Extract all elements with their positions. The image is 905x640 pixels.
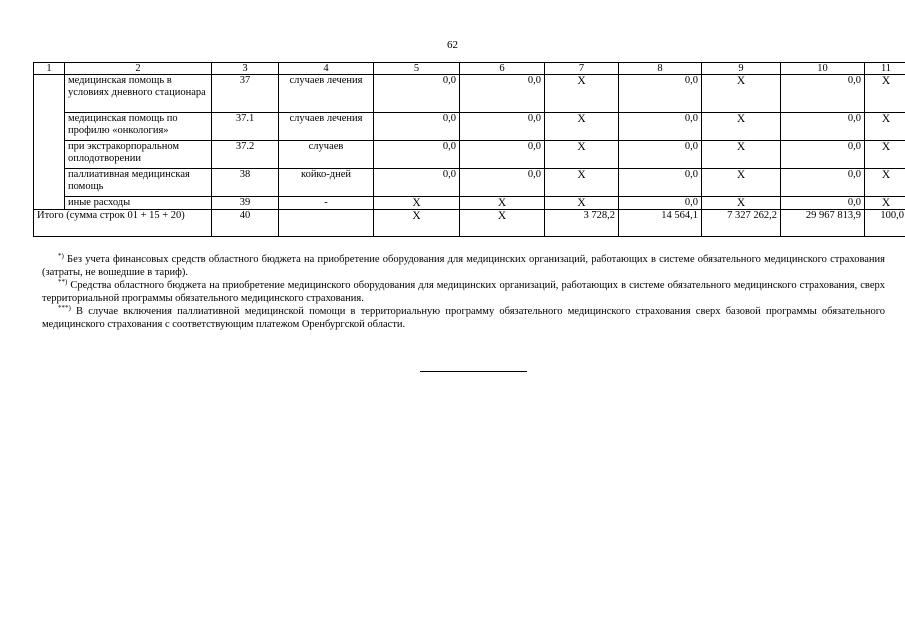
total-unit: [279, 210, 374, 237]
cell-col8: 0,0: [619, 169, 702, 197]
cell-col10: 0,0: [781, 75, 865, 113]
row-unit: случаев лечения: [279, 75, 374, 113]
page-number: 62: [447, 39, 458, 51]
cell-col9: X: [702, 141, 781, 169]
total-col9: 7 327 262,2: [702, 210, 781, 237]
footnotes: [42, 253, 885, 331]
cell-col10: 0,0: [781, 197, 865, 210]
footnote-mark: *): [58, 252, 64, 260]
row-unit: случаев: [279, 141, 374, 169]
cell-col11: X: [865, 141, 905, 169]
footnote-mark: ***): [58, 304, 71, 312]
row-code: 38: [212, 169, 279, 197]
cell-col9: X: [702, 197, 781, 210]
cell-col9: X: [702, 169, 781, 197]
expense-table: [33, 62, 905, 237]
cell-col5: X: [374, 197, 460, 210]
cell-col5: 0,0: [374, 75, 460, 113]
cell-col8: 0,0: [619, 197, 702, 210]
row-code: 39: [212, 197, 279, 210]
row-code: 37.1: [212, 113, 279, 141]
row-name: паллиативная медицинская помощь: [65, 169, 212, 197]
cell-col8: 0,0: [619, 113, 702, 141]
table-row: [34, 75, 905, 113]
cell-col11: X: [865, 75, 905, 113]
footnote-text: Средства областного бюджета на приобретение медицинского оборудования для медицинских организаций, работающих в системе обязательного медицинского страхования, сверх территориальной программы обязательного медицинского страхования.: [42, 280, 885, 304]
table-header-row: [34, 63, 905, 75]
footnote-text: Без учета финансовых средств областного бюджета на приобретение оборудования для медицинских организаций, работающих в системе обязательного медицинского страхования (затраты, не вошедшие в тариф).: [42, 254, 886, 278]
table-row: [34, 141, 905, 169]
cell-col9: X: [702, 75, 781, 113]
total-col8: 14 564,1: [619, 210, 702, 237]
cell-col11: X: [865, 169, 905, 197]
column-header: 7: [545, 63, 619, 75]
column-header: 4: [279, 63, 374, 75]
footnote: [42, 253, 885, 279]
table-row: [34, 113, 905, 141]
cell-col6: X: [460, 197, 545, 210]
row-name: медицинская помощь по профилю «онкология»: [65, 113, 212, 141]
footnote-text: В случае включения паллиативной медицинской помощи в территориальную программу обязательного медицинского страхования сверх базовой программы обязательного медицинского страхования с соответствующим платежом Оренбургской области.: [42, 306, 886, 330]
column-header: 6: [460, 63, 545, 75]
cell-col6: 0,0: [460, 141, 545, 169]
footnote: [42, 279, 885, 305]
cell-col10: 0,0: [781, 113, 865, 141]
total-col11: 100,0: [865, 210, 905, 237]
cell-col6: 0,0: [460, 75, 545, 113]
cell-col11: X: [865, 113, 905, 141]
cell-col7: X: [545, 113, 619, 141]
cell-col11: X: [865, 197, 905, 210]
table-row: [34, 197, 905, 210]
row-name: иные расходы: [65, 197, 212, 210]
total-col10: 29 967 813,9: [781, 210, 865, 237]
cell-col6: 0,0: [460, 169, 545, 197]
cell-col10: 0,0: [781, 141, 865, 169]
cell-col6: 0,0: [460, 113, 545, 141]
footnote-mark: **): [58, 278, 68, 286]
table-row: [34, 169, 905, 197]
cell-col8: 0,0: [619, 141, 702, 169]
total-code: 40: [212, 210, 279, 237]
row-code: 37.2: [212, 141, 279, 169]
total-row: [34, 210, 905, 237]
row-unit: -: [279, 197, 374, 210]
cell-col7: X: [545, 75, 619, 113]
row-name: при экстракорпоральном оплодотворении: [65, 141, 212, 169]
cell-col7: X: [545, 169, 619, 197]
column-header: 5: [374, 63, 460, 75]
end-separator-line: [420, 371, 527, 372]
footnote: [42, 305, 885, 331]
cell-col10: 0,0: [781, 169, 865, 197]
column-header: 1: [34, 63, 65, 75]
row-unit: случаев лечения: [279, 113, 374, 141]
cell-col5: 0,0: [374, 169, 460, 197]
column-header: 10: [781, 63, 865, 75]
row-group-cell: [34, 75, 65, 210]
cell-col5: 0,0: [374, 113, 460, 141]
row-code: 37: [212, 75, 279, 113]
total-col7: 3 728,2: [545, 210, 619, 237]
total-label: Итого (сумма строк 01 + 15 + 20): [34, 210, 212, 237]
column-header: 9: [702, 63, 781, 75]
total-col6: X: [460, 210, 545, 237]
cell-col5: 0,0: [374, 141, 460, 169]
total-col5: X: [374, 210, 460, 237]
row-unit: койко-дней: [279, 169, 374, 197]
row-name: медицинская помощь в условиях дневного стационара: [65, 75, 212, 113]
column-header: 11: [865, 63, 905, 75]
column-header: 8: [619, 63, 702, 75]
cell-col7: X: [545, 141, 619, 169]
cell-col7: X: [545, 197, 619, 210]
column-header: 3: [212, 63, 279, 75]
cell-col9: X: [702, 113, 781, 141]
cell-col8: 0,0: [619, 75, 702, 113]
column-header: 2: [65, 63, 212, 75]
